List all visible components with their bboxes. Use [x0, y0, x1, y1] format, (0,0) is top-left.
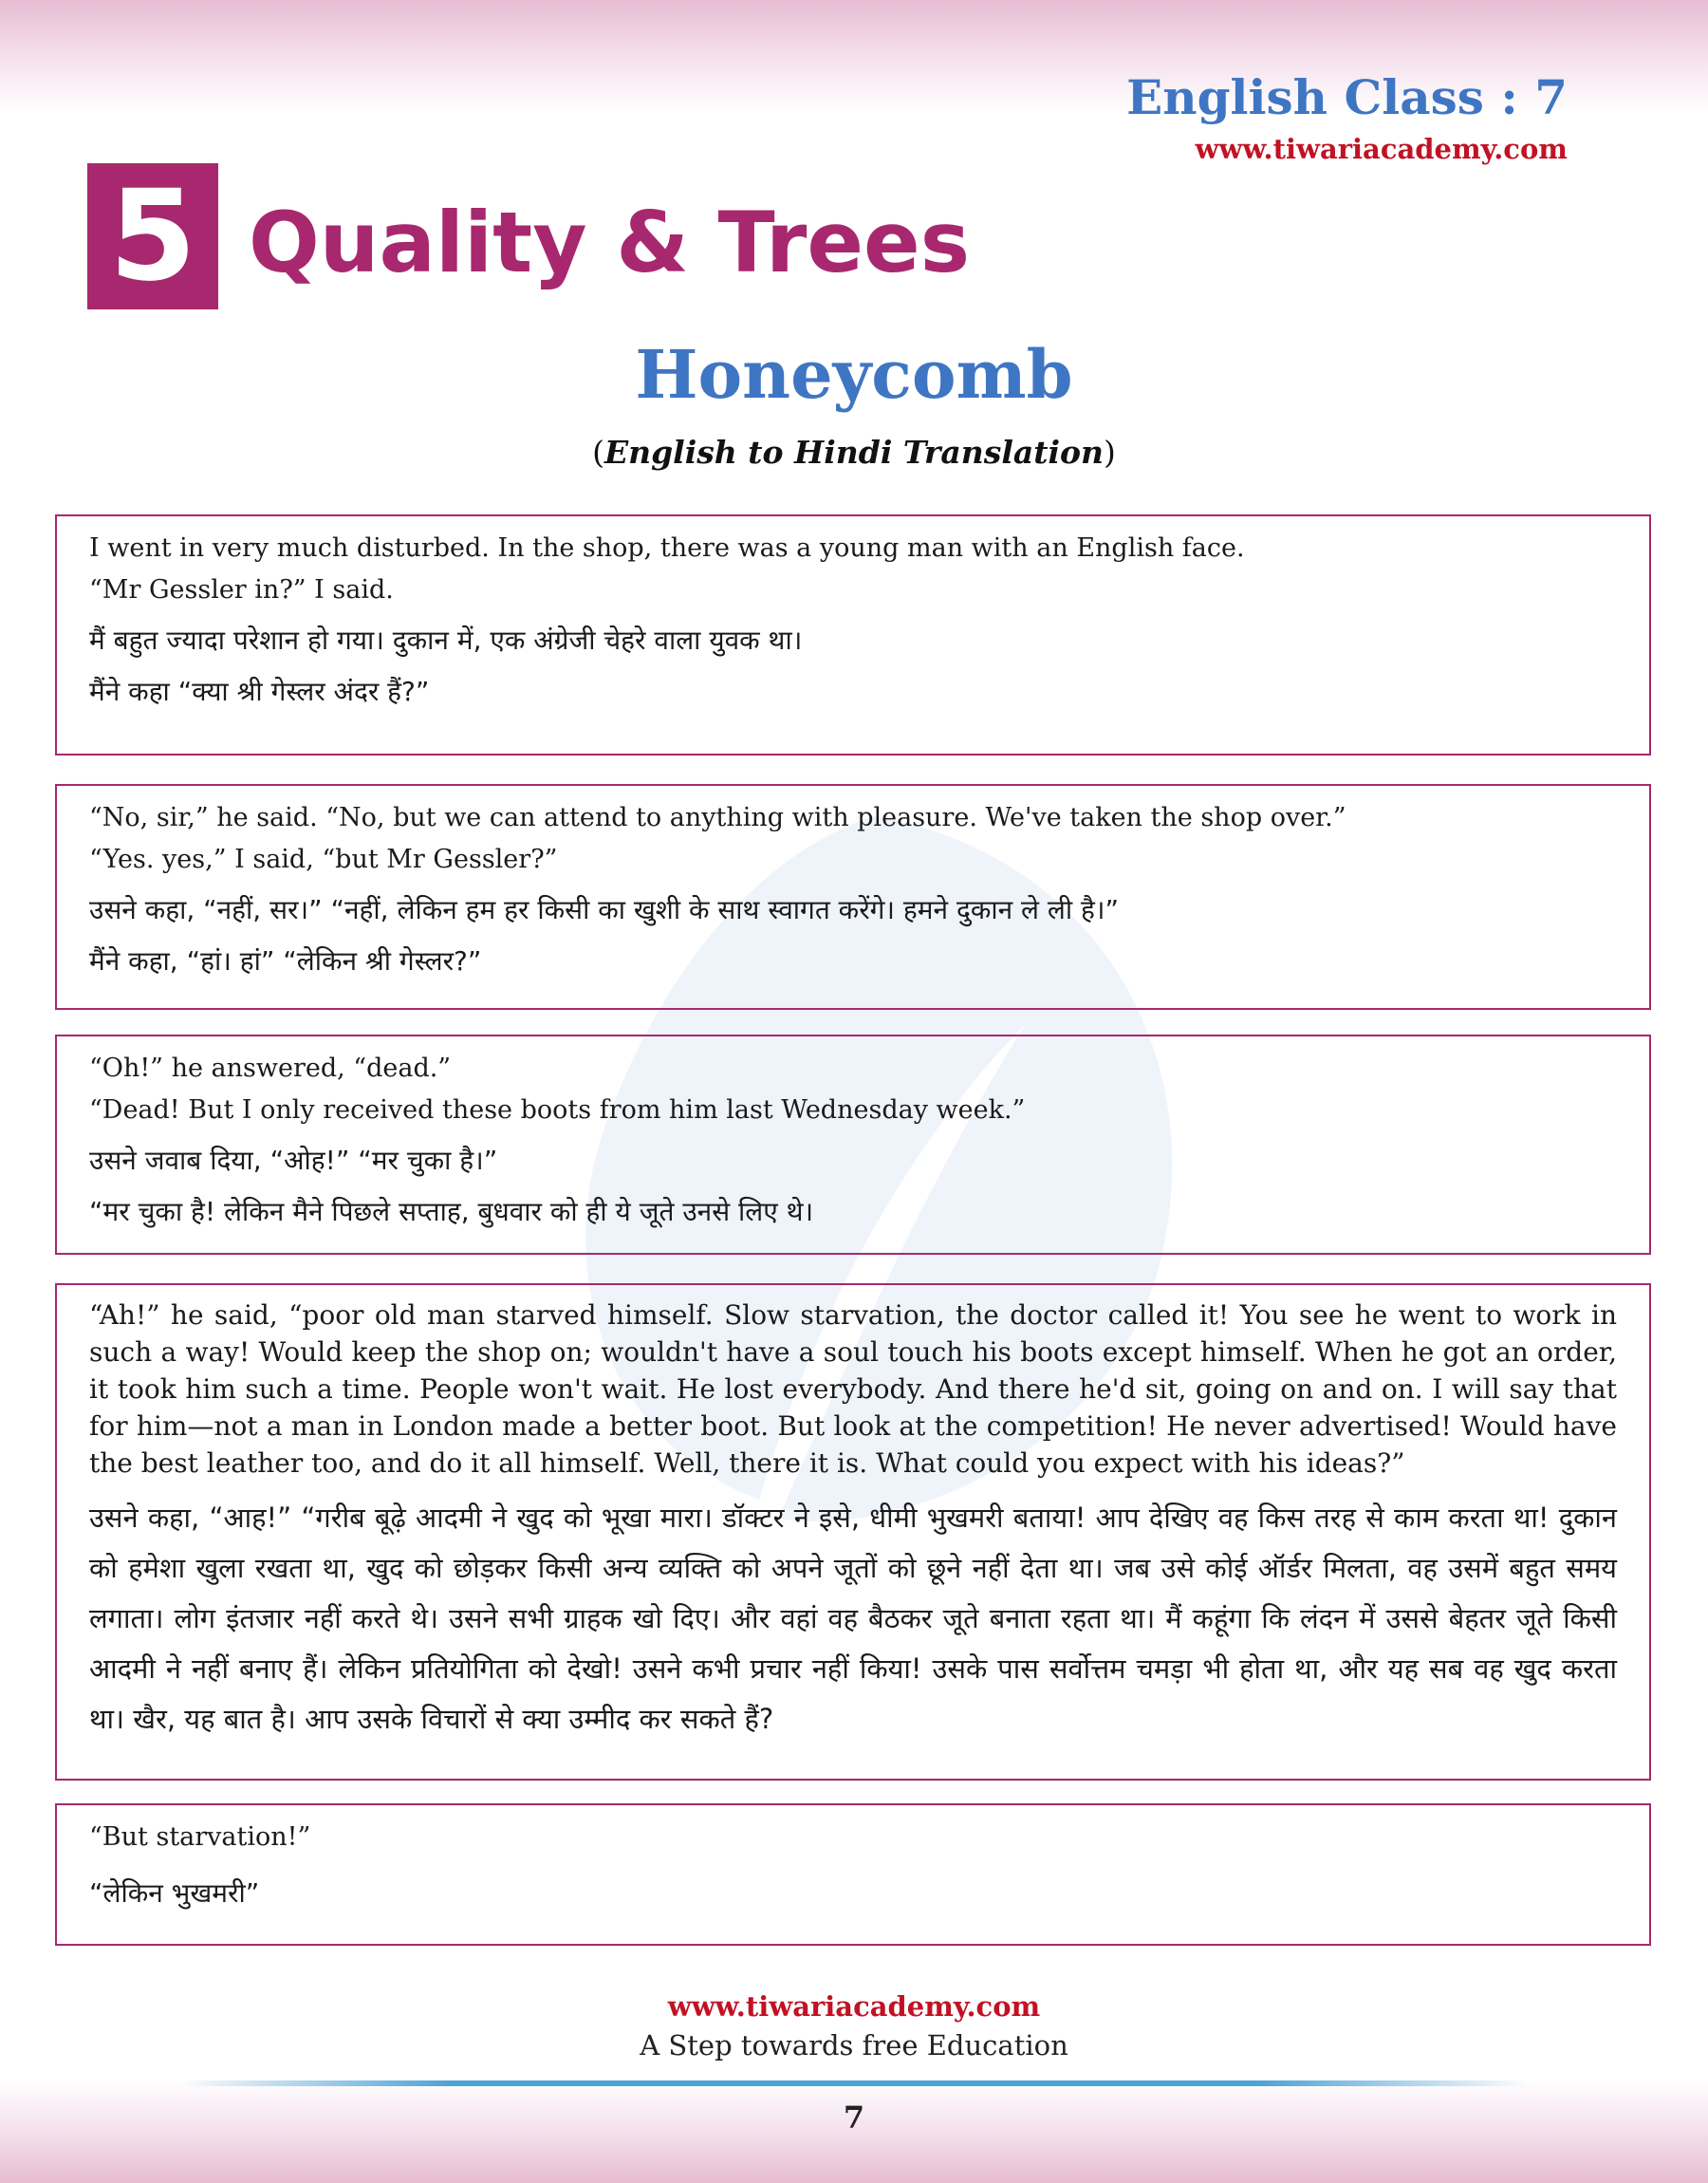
english-text: “Oh!” he answered, “dead.”	[89, 1054, 452, 1083]
class-label: English Class : 7	[1126, 69, 1568, 125]
footer-tagline: A Step towards free Education	[640, 2029, 1068, 2062]
footer-divider	[180, 2080, 1528, 2086]
passage-box-4	[55, 1283, 1651, 1781]
header-website-link[interactable]: www.tiwariacademy.com	[1195, 133, 1568, 165]
chapter-title: Quality & Trees	[249, 194, 971, 291]
passage-box-5	[55, 1803, 1651, 1946]
english-text: “But starvation!”	[89, 1822, 311, 1852]
hindi-text: “मर चुका है! लेकिन मैने पिछले सप्ताह, बुधवार को ही ये जूते उनसे लिए थे।	[89, 1196, 814, 1227]
english-text: “No, sir,” he said. “No, but we can attend to anything with pleasure. We've taken the shop over.”	[89, 803, 1346, 832]
subtitle-text: English to Hindi Translation	[603, 434, 1105, 471]
footer-website-link[interactable]: www.tiwariacademy.com	[667, 1990, 1041, 2023]
english-text: “Mr Gessler in?” I said.	[89, 575, 394, 605]
hindi-text: मैं बहुत ज्यादा परेशान हो गया। दुकान में, एक अंग्रेजी चेहरे वाला युवक था।	[89, 625, 803, 656]
subtitle-open-paren: (	[592, 434, 604, 471]
hindi-text: उसने कहा, “नहीं, सर।” “नहीं, लेकिन हम हर किसी का खुशी के साथ स्वागत करेंगे। हमने दुकान ले ली है।”	[89, 894, 1120, 925]
subtitle-close-paren: )	[1104, 434, 1116, 471]
chapter-number-badge: 5	[87, 163, 218, 309]
book-title: Honeycomb	[635, 335, 1073, 414]
english-text: “Ah!” he said, “poor old man starved himself. Slow starvation, the doctor called it! You see he went to work in such a way! Would keep the shop on; wouldn't have a soul touch his boots except himself. When he got an order, it took him such a time. People won't wait. He lost everybody. And there he'd sit, going on and on. I will say that for him—not a man in London made a better boot. But look at the competition! He never advertised! Would have the best leather too, and do it all himself. Well, there it is. What could you expect with his ideas?”	[89, 1299, 1617, 1479]
hindi-text: “लेकिन भुखमरी”	[89, 1877, 260, 1909]
hindi-text: उसने जवाब दिया, “ओह!” “मर चुका है।”	[89, 1145, 498, 1176]
hindi-text: मैंने कहा, “हां। हां” “लेकिन श्री गेस्लर?”	[89, 945, 482, 977]
subtitle	[0, 434, 1708, 471]
passage-box-3	[55, 1035, 1651, 1255]
hindi-text: उसने कहा, “आह!” “गरीब बूढ़े आदमी ने खुद को भूखा मारा। डॉक्टर ने इसे, धीमी भुखमरी बताया! आप देखिए वह किस तरह से काम करता था! दुकान को हमेशा खुला रखता था, खुद को छोड़कर किसी अन्य व्यक्ति को अपने जूतों को छूने नहीं देता था। जब उसे कोई ऑर्डर मिलता, वह उसमें बहुत समय लगाता। लोग इंतजार नहीं करते थे। उसने सभी ग्राहक खो दिए। और वहां वह बैठकर जूते बनाता रहता था। मैं कहूंगा कि लंदन में उससे बेहतर जूते किसी आदमी ने नहीं बनाए हैं। लेकिन प्रतियोगिता को देखो! उसने कभी प्रचार नहीं किया! उसके पास सर्वोत्तम चमड़ा भी होता था, और यह सब वह खुद करता था। खैर, यह बात है। आप उसके विचारों से क्या उम्मीद कर सकते हैं?	[89, 1502, 1617, 1735]
passage-box-2	[55, 784, 1651, 1010]
english-text: I went in very much disturbed. In the shop, there was a young man with an English face.	[89, 533, 1245, 563]
passage-box-1	[55, 514, 1651, 756]
english-text: “Yes. yes,” I said, “but Mr Gessler?”	[89, 845, 558, 874]
header-brand	[1126, 69, 1568, 165]
english-text: “Dead! But I only received these boots from him last Wednesday week.”	[89, 1095, 1026, 1125]
hindi-text: मैंने कहा “क्या श्री गेस्लर अंदर हैं?”	[89, 676, 430, 707]
page-number: 7	[843, 2099, 865, 2136]
